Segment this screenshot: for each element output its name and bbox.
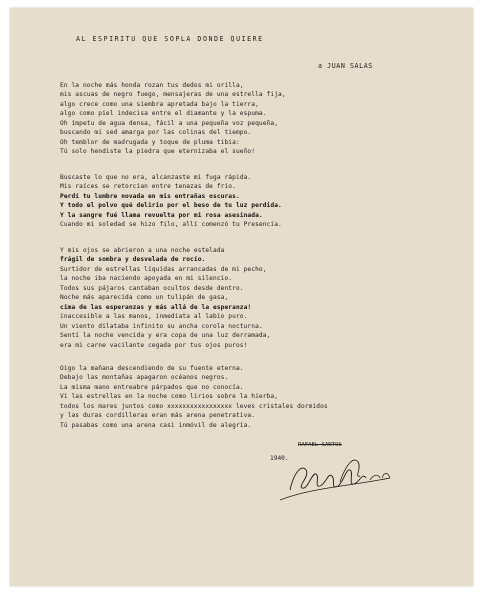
poem-line: La misma mano entreabre párpados que no conocía. [60,383,244,391]
poem-title: AL ESPIRITU QUE SOPLA DONDE QUIERE [76,35,264,43]
poem-line: Y todo el polvo qué delirio por el beso de tu luz perdida. [60,202,282,210]
poem-line: todos los mares juntos como xxxxxxxxxxxxxxxxx leves cristales dormidos [60,402,328,410]
poem-line: Noche más aparecida como un tulipán de gasa, [60,294,229,302]
date-year: 1940. [270,455,289,462]
poem-line: inaccesible a las manos, inmediata al labio puro. [60,313,248,321]
poem-line: algo crece como una siembra apretada bajo la tierra, [60,100,259,108]
poem-dedication: a JUAN SALAS [318,62,373,70]
poem-line: Oh temblor de madrugada y toque de pluma tibia: [60,138,240,146]
struck-out-name: RAFAEL SANTOS [298,442,342,448]
poem-line: En la noche más honda rozan tus dedos mi orilla, [60,82,244,89]
handwritten-signature [250,442,420,512]
poem-line: la noche iba naciendo apoyada en mi silencio. [60,275,233,283]
poem-line: algo como piel indecisa entre el diamante y la espuma. [60,110,267,118]
poem-line: buscando mi sed amarga por las colinas del tiempo. [60,129,252,137]
poem-line: frágil de sombra y desvelada de rocío. [60,256,206,264]
poem-line: Tú solo hendiste la piedra que eternizaba el sueño! [60,148,256,156]
poem-line: y las duras cordilleras eran más arena penetrativa. [60,412,256,420]
poem-line: Tú pasabas como una arena casi inmóvil de alegría. [60,421,252,429]
poem-line: Mis raíces se retorcían entre tenazas de frío. [60,183,236,191]
stanza-1 [60,81,440,157]
stanza-3 [60,246,440,350]
signature-block [250,442,420,512]
poem-line: Cuando mi soledad se hizo filo, allí comenzó tu Presencia. [60,221,282,229]
stanza-4 [60,364,440,430]
poem-line: cima de las esperanzas y más allá de la esperanza! [60,303,252,311]
poem-line: Vi las estrellas en la noche como lirios sobre la hierba, [60,393,279,401]
poem-line: Y mis ojos se abrieron a una noche estelada [60,247,225,254]
poem-line: Buscaste lo que no era, alcanzaste mi fuga rápida. [60,174,252,181]
poem-line: Oigo la mañana descendiendo de su fuente eterna. [60,365,244,372]
poem-line: Oh ímpetu de agua densa, fácil a una pequeña voz pequeña, [60,119,279,127]
stanza-2 [60,173,440,230]
poem-line: Un viento dilataba infinito su ancha corola nocturna. [60,322,263,330]
poem-line: era mi carne vacilante cegada por tus ojos puros! [60,341,248,349]
poem-line: Sentí la noche vencida y era copa de una luz derramada, [60,332,271,340]
poem-line: Todos sus pájaros cantaban ocultos desde dentro. [60,284,244,292]
poem-line: mis ascuas de negro fuego, mensajeras de una estrella fija, [60,91,286,99]
poem-line: Debajo las montañas apagaron océanos negros. [60,374,229,382]
poem-line: Y la sangre fué llama revuelta por mi rosa asesinada. [60,211,263,219]
poem-line: Surtidor de estrellas líquidas arrancadas de mi pecho, [60,265,267,273]
poem-line: Perdí tu lumbre novada en mis entrañas oscuras. [60,192,240,200]
